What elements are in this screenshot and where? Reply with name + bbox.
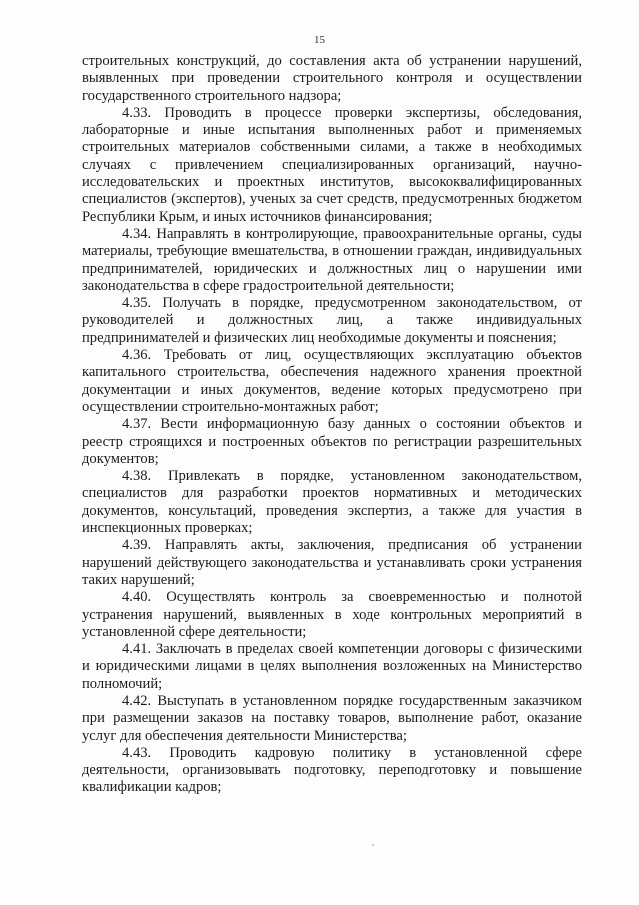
page-number: 15	[314, 34, 325, 46]
paragraph-text: Требовать от лиц, осуществляющих эксплуатацию объектов капитального строительства, обеспечения надежного хранения проектной документации и иных документов, ведение которых предусмотрено при осуществлении строительно-монтажных работ;	[82, 347, 582, 415]
paragraph-text: Проводить кадровую политику в установленной сфере деятельности, организовывать подготовку, переподготовку и повышение квалификации кадров;	[82, 744, 583, 796]
paragraph-text: Заключать в пределах своей компетенции договоры с физическими и юридическими лицами в целях выполнения возложенных на Министерство полномочий;	[82, 641, 582, 692]
scan-speck	[372, 844, 374, 846]
paragraph-text: Выступать в установленном порядке государственным заказчиком при размещении заказов на поставку товаров, выполнение работ, оказание услуг для обеспечения деятельности Министерства;	[82, 692, 582, 744]
paragraph-number: 4.41.	[122, 641, 152, 658]
paragraph-number: 4.33.	[122, 104, 152, 121]
paragraph-4-40	[82, 589, 582, 641]
paragraph-4-38	[82, 468, 582, 537]
paragraph-text: Получать в порядке, предусмотренном законодательством, от руководителей и должностных лиц, а также индивидуальных предпринимателей и физических лиц необходимые документы и пояснения;	[82, 295, 583, 346]
paragraph-number: 4.42.	[122, 692, 152, 709]
paragraph-4-34	[82, 226, 582, 295]
paragraph-number: 4.43.	[122, 744, 152, 761]
paragraph-number: 4.38.	[122, 468, 152, 485]
paragraph-4-41	[82, 641, 582, 693]
paragraph-number: 4.36.	[122, 347, 152, 364]
paragraph-4-36	[82, 347, 582, 416]
paragraph-text: строительных конструкций, до составления акта об устранении нарушений, выявленных при проведении строительного контроля и осуществлении государственного строительного надзора;	[82, 53, 582, 104]
paragraph-text: Вести информационную базу данных о состоянии объектов и реестр строящихся и построенных объектов по регистрации разрешительных документов;	[82, 416, 582, 467]
paragraph-4-42	[82, 693, 582, 745]
paragraph-4-39	[82, 537, 582, 589]
paragraph-number: 4.37.	[122, 416, 152, 433]
paragraph-4-33	[82, 105, 582, 226]
paragraph-number: 4.40.	[122, 589, 152, 606]
paragraph-number: 4.39.	[122, 537, 152, 554]
paragraph-text: Осуществлять контроль за своевременностью и полнотой устранения нарушений, выявленных в ходе контрольных мероприятий в установленной сфере деятельности;	[82, 589, 583, 640]
paragraph-number: 4.34.	[122, 225, 152, 242]
paragraph-text: Направлять акты, заключения, предписания об устранении нарушений действующего законодательства и устанавливать сроки устранения таких нарушений;	[82, 537, 582, 588]
paragraph-text: Направлять в контролирующие, правоохранительные органы, суды материалы, требующие вмешательства, в отношении граждан, индивидуальных предпринимателей, юридических и должностных лиц о нарушении ими законодательства в сфере градостроительной деятельности;	[82, 225, 582, 294]
paragraph-4-43	[82, 745, 582, 797]
paragraph-4-35	[82, 295, 582, 347]
paragraph-text: Привлекать в порядке, установленном законодательством, специалистов для разработки проектов нормативных и методических документов, консультаций, проведения экспертиз, а также для участия в инспекционных проверках;	[82, 468, 582, 537]
paragraph-text: Проводить в процессе проверки экспертизы, обследования, лабораторные и иные испытания выполненных работ и применяемых строительных материалов собственными силами, а также в необходимых случаях с привлечением специализированных организаций, научно-исследовательских и проектных институтов, высококвалифицированных специалистов (экспертов), ученых за счет средств, предусмотренных бюджетом Республики Крым, и иных источников финансирования;	[82, 104, 582, 225]
document-body	[82, 53, 582, 797]
paragraph-4-37	[82, 416, 582, 468]
paragraph-number: 4.35.	[122, 295, 152, 312]
paragraph-continuation	[82, 53, 582, 105]
